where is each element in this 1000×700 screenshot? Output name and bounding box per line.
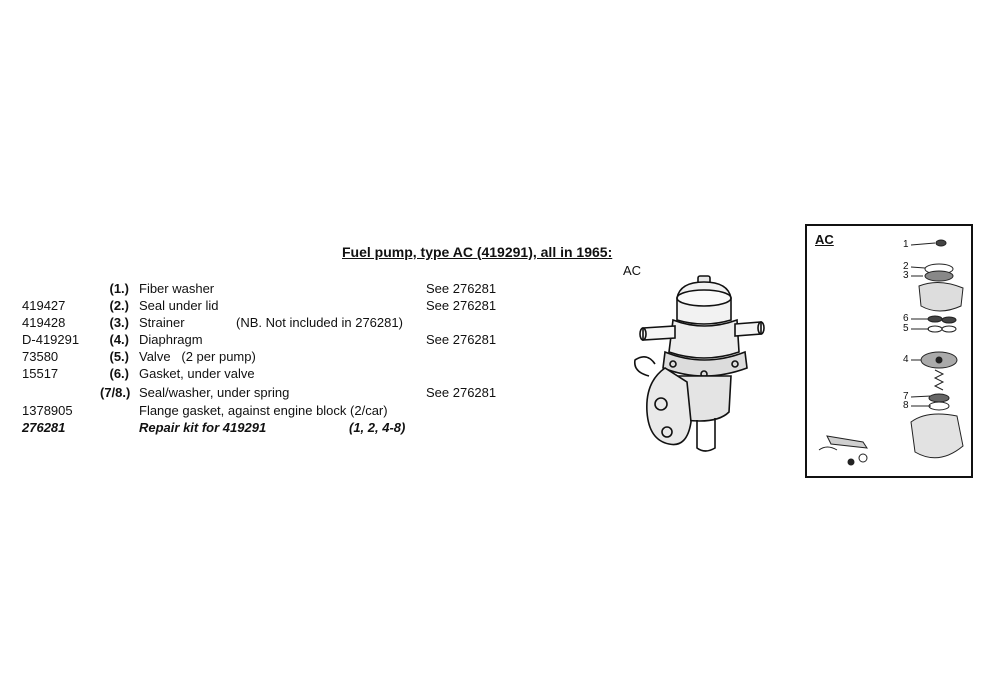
see-reference: See 276281 xyxy=(426,332,497,347)
see-reference: See 276281 xyxy=(426,281,497,296)
part-description: Fiber washer xyxy=(139,281,215,296)
fuel-pump-illustration xyxy=(625,272,775,457)
part-description: Valve (2 per pump) xyxy=(139,349,256,364)
callout-5: 5 xyxy=(903,323,909,334)
part-description: Strainer xyxy=(139,315,185,330)
part-description: Seal under lid xyxy=(139,298,219,313)
part-number: D-419291 xyxy=(22,332,80,347)
part-description: Gasket, under valve xyxy=(139,366,255,381)
ref-number: (5.) xyxy=(109,349,129,364)
parts-row xyxy=(0,331,620,348)
callout-2: 2 xyxy=(903,261,909,272)
panel-title: AC xyxy=(815,232,834,247)
part-note: (NB. Not included in 276281) xyxy=(236,315,403,330)
ref-number: (6.) xyxy=(109,366,129,381)
part-number: 419428 xyxy=(22,315,66,330)
part-description: Flange gasket, against engine block (2/car) xyxy=(139,403,388,418)
parts-row xyxy=(0,314,620,331)
exploded-diagram xyxy=(807,226,973,478)
ref-number: (1.) xyxy=(109,281,129,296)
see-reference: See 276281 xyxy=(426,298,497,313)
kit-part-number: 276281 xyxy=(22,420,66,435)
repair-kit-row xyxy=(0,419,620,436)
ref-number: (4.) xyxy=(109,332,129,347)
kit-contents: (1, 2, 4-8) xyxy=(349,420,406,435)
title-colon: : xyxy=(607,244,613,260)
ref-number: (2.) xyxy=(109,298,129,313)
kit-description: Repair kit for 419291 xyxy=(139,420,267,435)
callout-3: 3 xyxy=(903,270,909,281)
title-text: Fuel pump, type AC (419291), all in 1965 xyxy=(342,244,608,260)
parts-row xyxy=(0,365,620,382)
figure-label: AC xyxy=(623,263,642,278)
callout-7: 7 xyxy=(903,391,909,402)
parts-row xyxy=(0,402,620,419)
parts-row xyxy=(0,348,620,365)
ref-number: (7/8.) xyxy=(100,385,131,400)
see-reference: See 276281 xyxy=(426,385,497,400)
part-number: 419427 xyxy=(22,298,66,313)
part-number: 73580 xyxy=(22,349,59,364)
part-number: 15517 xyxy=(22,366,59,381)
callout-8: 8 xyxy=(903,400,909,411)
exploded-view-panel xyxy=(805,224,973,478)
parts-row xyxy=(0,384,620,401)
page-title xyxy=(342,244,612,260)
part-description: Seal/washer, under spring xyxy=(139,385,290,400)
ref-number: (3.) xyxy=(109,315,129,330)
parts-row xyxy=(0,280,620,297)
parts-row xyxy=(0,297,620,314)
callout-1: 1 xyxy=(903,239,909,250)
callout-6: 6 xyxy=(903,313,909,324)
part-number: 1378905 xyxy=(22,403,73,418)
callout-4: 4 xyxy=(903,354,909,365)
part-description: Diaphragm xyxy=(139,332,203,347)
